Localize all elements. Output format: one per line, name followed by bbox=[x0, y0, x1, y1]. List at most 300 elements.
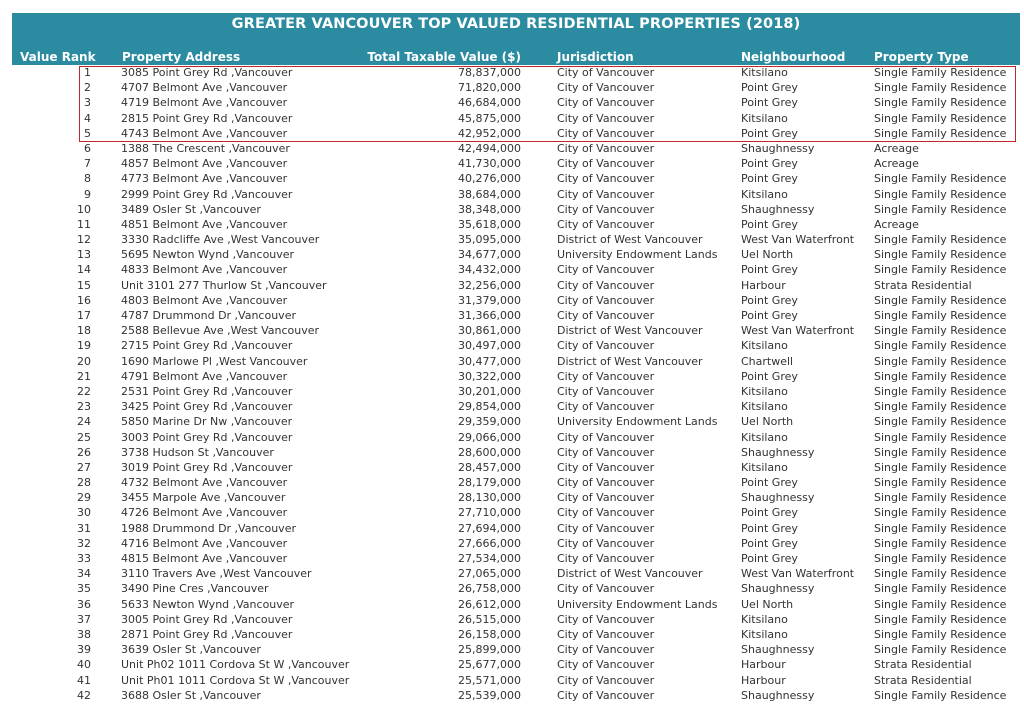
cell-property-type: Single Family Residence bbox=[874, 430, 1007, 444]
cell-jurisdiction: District of West Vancouver bbox=[557, 233, 703, 247]
table-row bbox=[12, 581, 1020, 596]
cell-value: 78,837,000 bbox=[458, 66, 521, 79]
cell-neighbourhood: Kitsilano bbox=[741, 460, 788, 474]
table-row bbox=[12, 171, 1020, 186]
cell-neighbourhood: Point Grey bbox=[741, 506, 798, 520]
cell-value: 27,666,000 bbox=[458, 536, 521, 550]
cell-address: 3490 Pine Cres ,Vancouver bbox=[121, 582, 269, 596]
cell-address: 3003 Point Grey Rd ,Vancouver bbox=[121, 430, 293, 444]
table-row bbox=[12, 642, 1020, 657]
cell-rank: 36 bbox=[77, 597, 91, 611]
cell-jurisdiction: City of Vancouver bbox=[557, 202, 655, 216]
cell-address: 4726 Belmont Ave ,Vancouver bbox=[121, 506, 288, 520]
cell-value: 25,539,000 bbox=[458, 688, 521, 702]
cell-value: 32,256,000 bbox=[458, 278, 521, 292]
cell-jurisdiction: City of Vancouver bbox=[557, 612, 655, 626]
cell-property-type: Single Family Residence bbox=[874, 400, 1007, 414]
cell-property-type: Single Family Residence bbox=[874, 491, 1007, 505]
table-row bbox=[12, 673, 1020, 688]
cell-rank: 11 bbox=[77, 217, 91, 231]
cell-neighbourhood: Kitsilano bbox=[741, 612, 788, 626]
cell-rank: 3 bbox=[84, 96, 91, 110]
cell-jurisdiction: City of Vancouver bbox=[557, 369, 655, 383]
cell-value: 27,534,000 bbox=[458, 552, 521, 565]
cell-jurisdiction: City of Vancouver bbox=[557, 521, 655, 535]
cell-value: 26,158,000 bbox=[458, 627, 521, 641]
cell-property-type: Single Family Residence bbox=[874, 354, 1007, 368]
cell-value: 26,515,000 bbox=[458, 612, 521, 626]
table-row bbox=[12, 384, 1020, 399]
cell-neighbourhood: West Van Waterfront bbox=[741, 567, 855, 581]
table-row bbox=[12, 657, 1020, 672]
cell-rank: 9 bbox=[84, 187, 91, 201]
cell-property-type: Acreage bbox=[874, 141, 919, 155]
cell-property-type: Single Family Residence bbox=[874, 567, 1007, 581]
cell-rank: 33 bbox=[77, 552, 91, 565]
table-row bbox=[12, 475, 1020, 490]
cell-jurisdiction: City of Vancouver bbox=[557, 400, 655, 414]
cell-value: 30,201,000 bbox=[458, 384, 521, 398]
cell-jurisdiction: City of Vancouver bbox=[557, 673, 655, 687]
cell-rank: 40 bbox=[77, 658, 91, 672]
cell-property-type: Single Family Residence bbox=[874, 248, 1007, 262]
cell-neighbourhood: Chartwell bbox=[741, 354, 794, 368]
cell-address: 4815 Belmont Ave ,Vancouver bbox=[121, 552, 288, 565]
cell-rank: 22 bbox=[77, 384, 91, 398]
cell-address: 3639 Osler St ,Vancouver bbox=[121, 643, 261, 657]
cell-address: 2871 Point Grey Rd ,Vancouver bbox=[121, 627, 293, 641]
cell-jurisdiction: City of Vancouver bbox=[557, 506, 655, 520]
cell-jurisdiction: City of Vancouver bbox=[557, 536, 655, 550]
cell-address: 1988 Drummond Dr ,Vancouver bbox=[121, 521, 296, 535]
cell-address: 3738 Hudson St ,Vancouver bbox=[121, 445, 274, 459]
cell-address: 3489 Osler St ,Vancouver bbox=[121, 202, 261, 216]
cell-jurisdiction: City of Vancouver bbox=[557, 278, 655, 292]
cell-value: 71,820,000 bbox=[458, 81, 521, 95]
cell-jurisdiction: City of Vancouver bbox=[557, 96, 655, 110]
cell-property-type: Single Family Residence bbox=[874, 597, 1007, 611]
column-header-jurisdiction: Jurisdiction bbox=[557, 50, 634, 64]
cell-rank: 31 bbox=[77, 521, 91, 535]
cell-jurisdiction: City of Vancouver bbox=[557, 187, 655, 201]
cell-rank: 2 bbox=[84, 81, 91, 95]
cell-jurisdiction: City of Vancouver bbox=[557, 126, 655, 140]
cell-jurisdiction: City of Vancouver bbox=[557, 476, 655, 490]
cell-property-type: Strata Residential bbox=[874, 278, 972, 292]
cell-property-type: Single Family Residence bbox=[874, 309, 1007, 322]
cell-rank: 12 bbox=[77, 233, 91, 247]
cell-neighbourhood: Point Grey bbox=[741, 172, 798, 186]
cell-value: 28,457,000 bbox=[458, 460, 521, 474]
cell-address: 4773 Belmont Ave ,Vancouver bbox=[121, 172, 288, 186]
cell-property-type: Single Family Residence bbox=[874, 263, 1007, 277]
cell-property-type: Single Family Residence bbox=[874, 506, 1007, 520]
table-row bbox=[12, 354, 1020, 369]
table-row bbox=[12, 551, 1020, 566]
cell-jurisdiction: University Endowment Lands bbox=[557, 597, 718, 611]
table-row bbox=[12, 217, 1020, 232]
cell-address: 4719 Belmont Ave ,Vancouver bbox=[121, 96, 288, 110]
column-header-rank: Value Rank bbox=[20, 50, 96, 64]
cell-rank: 5 bbox=[84, 126, 91, 140]
cell-rank: 30 bbox=[77, 506, 91, 520]
cell-address: 4851 Belmont Ave ,Vancouver bbox=[121, 217, 288, 231]
cell-property-type: Single Family Residence bbox=[874, 96, 1007, 110]
cell-property-type: Strata Residential bbox=[874, 658, 972, 672]
cell-rank: 27 bbox=[77, 460, 91, 474]
cell-rank: 37 bbox=[77, 612, 91, 626]
cell-neighbourhood: Uel North bbox=[741, 248, 794, 262]
table-row bbox=[12, 323, 1020, 338]
cell-neighbourhood: Kitsilano bbox=[741, 384, 788, 398]
cell-value: 29,854,000 bbox=[458, 400, 521, 414]
cell-jurisdiction: City of Vancouver bbox=[557, 66, 655, 79]
cell-neighbourhood: Kitsilano bbox=[741, 430, 788, 444]
table-row bbox=[12, 262, 1020, 277]
table-row bbox=[12, 414, 1020, 429]
cell-rank: 42 bbox=[77, 688, 91, 702]
cell-value: 38,348,000 bbox=[458, 202, 521, 216]
cell-neighbourhood: Shaughnessy bbox=[741, 582, 815, 596]
cell-value: 27,694,000 bbox=[458, 521, 521, 535]
cell-neighbourhood: West Van Waterfront bbox=[741, 233, 855, 247]
table-row bbox=[12, 232, 1020, 247]
cell-address: 5695 Newton Wynd ,Vancouver bbox=[121, 248, 295, 262]
cell-value: 30,477,000 bbox=[458, 354, 521, 368]
cell-value: 42,494,000 bbox=[458, 141, 521, 155]
cell-value: 35,095,000 bbox=[458, 233, 521, 247]
cell-neighbourhood: Shaughnessy bbox=[741, 202, 815, 216]
cell-property-type: Single Family Residence bbox=[874, 612, 1007, 626]
cell-neighbourhood: Harbour bbox=[741, 658, 786, 672]
cell-value: 27,065,000 bbox=[458, 567, 521, 581]
cell-property-type: Single Family Residence bbox=[874, 384, 1007, 398]
table-header bbox=[12, 35, 1020, 65]
cell-neighbourhood: Shaughnessy bbox=[741, 491, 815, 505]
cell-rank: 35 bbox=[77, 582, 91, 596]
cell-rank: 21 bbox=[77, 369, 91, 383]
cell-rank: 41 bbox=[77, 673, 91, 687]
table-row bbox=[12, 597, 1020, 612]
cell-address: 5850 Marine Dr Nw ,Vancouver bbox=[121, 415, 293, 429]
cell-address: 3005 Point Grey Rd ,Vancouver bbox=[121, 612, 293, 626]
cell-jurisdiction: City of Vancouver bbox=[557, 430, 655, 444]
cell-property-type: Single Family Residence bbox=[874, 339, 1007, 353]
cell-address: 2715 Point Grey Rd ,Vancouver bbox=[121, 339, 293, 353]
cell-jurisdiction: City of Vancouver bbox=[557, 217, 655, 231]
cell-jurisdiction: City of Vancouver bbox=[557, 384, 655, 398]
cell-value: 34,677,000 bbox=[458, 248, 521, 262]
cell-neighbourhood: Point Grey bbox=[741, 263, 798, 277]
cell-rank: 25 bbox=[77, 430, 91, 444]
cell-rank: 10 bbox=[77, 202, 91, 216]
cell-neighbourhood: Point Grey bbox=[741, 521, 798, 535]
cell-property-type: Single Family Residence bbox=[874, 536, 1007, 550]
cell-address: 4857 Belmont Ave ,Vancouver bbox=[121, 157, 288, 171]
cell-neighbourhood: Uel North bbox=[741, 415, 794, 429]
cell-address: 4833 Belmont Ave ,Vancouver bbox=[121, 263, 288, 277]
cell-value: 31,379,000 bbox=[458, 293, 521, 307]
cell-neighbourhood: Kitsilano bbox=[741, 111, 788, 125]
table-row bbox=[12, 202, 1020, 217]
cell-rank: 24 bbox=[77, 415, 91, 429]
cell-rank: 7 bbox=[84, 157, 91, 171]
cell-neighbourhood: Point Grey bbox=[741, 536, 798, 550]
cell-property-type: Acreage bbox=[874, 217, 919, 231]
cell-neighbourhood: Kitsilano bbox=[741, 627, 788, 641]
cell-neighbourhood: Point Grey bbox=[741, 126, 798, 140]
cell-neighbourhood: Shaughnessy bbox=[741, 688, 815, 702]
cell-property-type: Single Family Residence bbox=[874, 476, 1007, 490]
cell-property-type: Single Family Residence bbox=[874, 643, 1007, 657]
cell-jurisdiction: City of Vancouver bbox=[557, 339, 655, 353]
cell-address: Unit Ph01 1011 Cordova St W ,Vancouver bbox=[121, 673, 350, 687]
cell-neighbourhood: Harbour bbox=[741, 278, 786, 292]
cell-value: 28,179,000 bbox=[458, 476, 521, 490]
cell-property-type: Single Family Residence bbox=[874, 202, 1007, 216]
cell-value: 30,497,000 bbox=[458, 339, 521, 353]
cell-rank: 20 bbox=[77, 354, 91, 368]
table-row bbox=[12, 566, 1020, 581]
table-body bbox=[12, 65, 1020, 703]
cell-address: 4707 Belmont Ave ,Vancouver bbox=[121, 81, 288, 95]
table-row bbox=[12, 111, 1020, 126]
cell-jurisdiction: City of Vancouver bbox=[557, 111, 655, 125]
table-row bbox=[12, 460, 1020, 475]
cell-jurisdiction: City of Vancouver bbox=[557, 309, 655, 322]
cell-rank: 15 bbox=[77, 278, 91, 292]
cell-address: 4732 Belmont Ave ,Vancouver bbox=[121, 476, 288, 490]
cell-address: 3330 Radcliffe Ave ,West Vancouver bbox=[121, 233, 320, 247]
cell-value: 25,899,000 bbox=[458, 643, 521, 657]
cell-jurisdiction: City of Vancouver bbox=[557, 643, 655, 657]
cell-value: 41,730,000 bbox=[458, 157, 521, 171]
table-row bbox=[12, 126, 1020, 141]
cell-property-type: Single Family Residence bbox=[874, 324, 1007, 338]
cell-property-type: Strata Residential bbox=[874, 673, 972, 687]
cell-address: 3688 Osler St ,Vancouver bbox=[121, 688, 261, 702]
cell-jurisdiction: City of Vancouver bbox=[557, 627, 655, 641]
cell-rank: 38 bbox=[77, 627, 91, 641]
cell-neighbourhood: Point Grey bbox=[741, 217, 798, 231]
cell-rank: 23 bbox=[77, 400, 91, 414]
cell-value: 30,322,000 bbox=[458, 369, 521, 383]
cell-rank: 28 bbox=[77, 476, 91, 490]
cell-property-type: Single Family Residence bbox=[874, 369, 1007, 383]
table-row bbox=[12, 156, 1020, 171]
table-row bbox=[12, 490, 1020, 505]
cell-address: 4803 Belmont Ave ,Vancouver bbox=[121, 293, 288, 307]
cell-neighbourhood: West Van Waterfront bbox=[741, 324, 855, 338]
cell-jurisdiction: City of Vancouver bbox=[557, 552, 655, 565]
cell-address: 2999 Point Grey Rd ,Vancouver bbox=[121, 187, 293, 201]
table-row bbox=[12, 430, 1020, 445]
cell-jurisdiction: City of Vancouver bbox=[557, 445, 655, 459]
cell-property-type: Single Family Residence bbox=[874, 187, 1007, 201]
cell-rank: 34 bbox=[77, 567, 91, 581]
cell-value: 35,618,000 bbox=[458, 217, 521, 231]
cell-neighbourhood: Point Grey bbox=[741, 293, 798, 307]
column-header-property-type: Property Type bbox=[874, 50, 969, 64]
cell-jurisdiction: City of Vancouver bbox=[557, 172, 655, 186]
cell-neighbourhood: Shaughnessy bbox=[741, 643, 815, 657]
cell-neighbourhood: Uel North bbox=[741, 597, 794, 611]
cell-jurisdiction: City of Vancouver bbox=[557, 658, 655, 672]
table-row bbox=[12, 369, 1020, 384]
cell-property-type: Single Family Residence bbox=[874, 415, 1007, 429]
cell-address: 4716 Belmont Ave ,Vancouver bbox=[121, 536, 288, 550]
cell-jurisdiction: City of Vancouver bbox=[557, 263, 655, 277]
cell-rank: 14 bbox=[77, 263, 91, 277]
cell-value: 28,600,000 bbox=[458, 445, 521, 459]
cell-address: 3455 Marpole Ave ,Vancouver bbox=[121, 491, 286, 505]
cell-neighbourhood: Point Grey bbox=[741, 476, 798, 490]
cell-neighbourhood: Point Grey bbox=[741, 157, 798, 171]
cell-address: 3085 Point Grey Rd ,Vancouver bbox=[121, 66, 293, 79]
table-row bbox=[12, 505, 1020, 520]
cell-rank: 18 bbox=[77, 324, 91, 338]
cell-value: 45,875,000 bbox=[458, 111, 521, 125]
cell-value: 34,432,000 bbox=[458, 263, 521, 277]
table-row bbox=[12, 521, 1020, 536]
cell-property-type: Single Family Residence bbox=[874, 126, 1007, 140]
cell-value: 42,952,000 bbox=[458, 126, 521, 140]
cell-jurisdiction: University Endowment Lands bbox=[557, 415, 718, 429]
cell-property-type: Single Family Residence bbox=[874, 111, 1007, 125]
cell-address: 2588 Bellevue Ave ,West Vancouver bbox=[121, 324, 320, 338]
cell-neighbourhood: Point Grey bbox=[741, 96, 798, 110]
cell-rank: 6 bbox=[84, 141, 91, 155]
table-row bbox=[12, 308, 1020, 323]
cell-neighbourhood: Point Grey bbox=[741, 309, 798, 322]
table-row bbox=[12, 187, 1020, 202]
table-row bbox=[12, 247, 1020, 262]
cell-jurisdiction: District of West Vancouver bbox=[557, 567, 703, 581]
cell-property-type: Single Family Residence bbox=[874, 552, 1007, 565]
table-row bbox=[12, 338, 1020, 353]
column-header-neighbourhood: Neighbourhood bbox=[741, 50, 846, 64]
cell-neighbourhood: Kitsilano bbox=[741, 339, 788, 353]
cell-value: 30,861,000 bbox=[458, 324, 521, 338]
cell-property-type: Single Family Residence bbox=[874, 233, 1007, 247]
cell-neighbourhood: Point Grey bbox=[741, 81, 798, 95]
cell-rank: 26 bbox=[77, 445, 91, 459]
cell-value: 29,359,000 bbox=[458, 415, 521, 429]
cell-rank: 16 bbox=[77, 293, 91, 307]
cell-neighbourhood: Kitsilano bbox=[741, 66, 788, 79]
cell-jurisdiction: City of Vancouver bbox=[557, 141, 655, 155]
cell-neighbourhood: Kitsilano bbox=[741, 400, 788, 414]
cell-neighbourhood: Point Grey bbox=[741, 552, 798, 565]
cell-address: 1388 The Crescent ,Vancouver bbox=[121, 141, 290, 155]
cell-neighbourhood: Point Grey bbox=[741, 369, 798, 383]
cell-address: 4791 Belmont Ave ,Vancouver bbox=[121, 369, 288, 383]
cell-address: 1690 Marlowe Pl ,West Vancouver bbox=[121, 354, 308, 368]
cell-value: 38,684,000 bbox=[458, 187, 521, 201]
cell-address: 2815 Point Grey Rd ,Vancouver bbox=[121, 111, 293, 125]
cell-value: 26,758,000 bbox=[458, 582, 521, 596]
cell-jurisdiction: City of Vancouver bbox=[557, 157, 655, 171]
cell-address: Unit Ph02 1011 Cordova St W ,Vancouver bbox=[121, 658, 350, 672]
cell-address: 4743 Belmont Ave ,Vancouver bbox=[121, 126, 288, 140]
cell-rank: 39 bbox=[77, 643, 91, 657]
cell-jurisdiction: District of West Vancouver bbox=[557, 324, 703, 338]
cell-property-type: Single Family Residence bbox=[874, 460, 1007, 474]
cell-neighbourhood: Shaughnessy bbox=[741, 141, 815, 155]
cell-property-type: Single Family Residence bbox=[874, 81, 1007, 95]
cell-property-type: Single Family Residence bbox=[874, 293, 1007, 307]
table-row bbox=[12, 293, 1020, 308]
cell-jurisdiction: City of Vancouver bbox=[557, 491, 655, 505]
table-row bbox=[12, 536, 1020, 551]
cell-value: 46,684,000 bbox=[458, 96, 521, 110]
cell-address: 3019 Point Grey Rd ,Vancouver bbox=[121, 460, 293, 474]
cell-rank: 8 bbox=[84, 172, 91, 186]
cell-address: 5633 Newton Wynd ,Vancouver bbox=[121, 597, 295, 611]
cell-property-type: Single Family Residence bbox=[874, 521, 1007, 535]
cell-rank: 17 bbox=[77, 309, 91, 322]
cell-value: 25,571,000 bbox=[458, 673, 521, 687]
cell-rank: 32 bbox=[77, 536, 91, 550]
table-row bbox=[12, 95, 1020, 110]
cell-rank: 19 bbox=[77, 339, 91, 353]
table-row bbox=[12, 612, 1020, 627]
cell-rank: 4 bbox=[84, 111, 91, 125]
cell-value: 26,612,000 bbox=[458, 597, 521, 611]
cell-value: 25,677,000 bbox=[458, 658, 521, 672]
cell-rank: 1 bbox=[84, 66, 91, 79]
cell-property-type: Single Family Residence bbox=[874, 172, 1007, 186]
cell-neighbourhood: Kitsilano bbox=[741, 187, 788, 201]
table-row bbox=[12, 141, 1020, 156]
cell-neighbourhood: Shaughnessy bbox=[741, 445, 815, 459]
table-title: GREATER VANCOUVER TOP VALUED RESIDENTIAL PROPERTIES (2018) bbox=[12, 13, 1020, 35]
table-row bbox=[12, 688, 1020, 703]
cell-property-type: Acreage bbox=[874, 157, 919, 171]
cell-rank: 13 bbox=[77, 248, 91, 262]
cell-value: 29,066,000 bbox=[458, 430, 521, 444]
cell-address: 4787 Drummond Dr ,Vancouver bbox=[121, 309, 296, 322]
cell-rank: 29 bbox=[77, 491, 91, 505]
cell-jurisdiction: City of Vancouver bbox=[557, 688, 655, 702]
cell-jurisdiction: University Endowment Lands bbox=[557, 248, 718, 262]
cell-address: 2531 Point Grey Rd ,Vancouver bbox=[121, 384, 293, 398]
cell-property-type: Single Family Residence bbox=[874, 445, 1007, 459]
cell-property-type: Single Family Residence bbox=[874, 582, 1007, 596]
table-row bbox=[12, 80, 1020, 95]
cell-property-type: Single Family Residence bbox=[874, 688, 1007, 702]
table-row bbox=[12, 278, 1020, 293]
cell-address: 3110 Travers Ave ,West Vancouver bbox=[121, 567, 312, 581]
column-header-value: Total Taxable Value ($) bbox=[367, 50, 521, 64]
table-row bbox=[12, 445, 1020, 460]
cell-value: 27,710,000 bbox=[458, 506, 521, 520]
cell-address: Unit 3101 277 Thurlow St ,Vancouver bbox=[121, 278, 327, 292]
cell-jurisdiction: District of West Vancouver bbox=[557, 354, 703, 368]
cell-jurisdiction: City of Vancouver bbox=[557, 293, 655, 307]
column-header-address: Property Address bbox=[122, 50, 241, 64]
cell-jurisdiction: City of Vancouver bbox=[557, 460, 655, 474]
table-row bbox=[12, 627, 1020, 642]
cell-jurisdiction: City of Vancouver bbox=[557, 81, 655, 95]
cell-value: 40,276,000 bbox=[458, 172, 521, 186]
cell-value: 31,366,000 bbox=[458, 309, 521, 322]
table-row bbox=[12, 65, 1020, 80]
cell-address: 3425 Point Grey Rd ,Vancouver bbox=[121, 400, 293, 414]
cell-value: 28,130,000 bbox=[458, 491, 521, 505]
cell-property-type: Single Family Residence bbox=[874, 627, 1007, 641]
table-row bbox=[12, 399, 1020, 414]
